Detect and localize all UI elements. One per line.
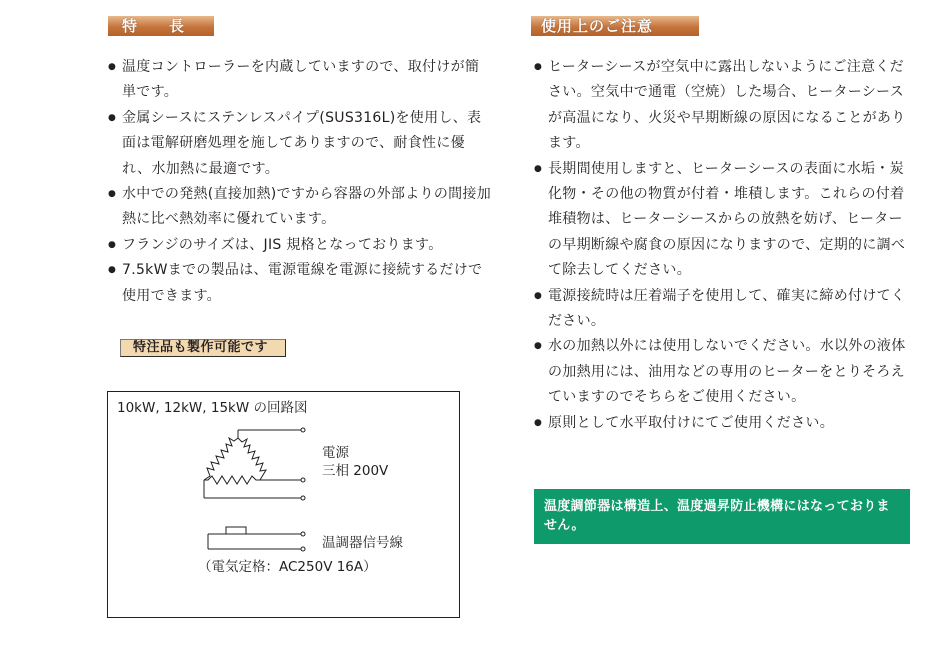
signal-label: 温調器信号線	[322, 535, 403, 551]
resistor-right	[238, 438, 266, 480]
rating-label: （電気定格：AC250V 16A）	[198, 559, 377, 575]
terminal	[301, 532, 305, 536]
caution-item: ● ヒーターシースが空気中に露出しないようにご注意ください。空気中で通電（空焼）した場合、ヒーターシースが高温になり、火災や早期断線の原因になることがあります。	[534, 55, 914, 157]
power-label: 電源	[322, 445, 349, 461]
notice-box: 温度調節器は構造上、温度過昇防止機構にはなっておりません。	[534, 489, 910, 544]
feature-item: ● 水中での発熱(直接加熱)ですから容器の外部よりの間接加熱に比べ熱効率に優れています。	[108, 182, 492, 233]
terminal	[301, 478, 305, 482]
feature-item: ● フランジのサイズは、JIS 規格となっております。	[108, 233, 492, 258]
features-header-char1: 特	[122, 17, 138, 35]
feature-item: ● 金属シースにステンレスパイプ(SUS316L)を使用し、表面は電解研磨処理を施してありますので、耐食性に優れ、水加熱に最適です。	[108, 106, 492, 182]
terminal	[301, 496, 305, 500]
caution-item: ● 電源接続時は圧着端子を使用して、確実に締め付けてください。	[534, 284, 914, 335]
circuit-diagram	[107, 391, 460, 618]
cautions-header: 使用上のご注意	[531, 16, 699, 36]
special-order-label: 特注品も製作可能です	[120, 339, 286, 357]
cautions-list	[534, 55, 914, 436]
power-spec: 三相 200V	[322, 463, 389, 479]
caution-item: ● 原則として水平取付けにてご使用ください。	[534, 411, 914, 436]
features-header	[108, 16, 214, 36]
feature-item: ● 温度コントローラーを内蔵していますので、取付けが簡単です。	[108, 55, 492, 106]
circuit-title: 10kW, 12kW, 15kW の回路図	[117, 400, 308, 416]
features-header-char2: 長	[169, 17, 185, 35]
circuit-schematic	[108, 392, 459, 617]
caution-item: ● 水の加熱以外には使用しないでください。水以外の液体の加熱用には、油用などの専用のヒーターをとりそろえていますのでそちらをご使用ください。	[534, 334, 914, 410]
terminal	[301, 547, 305, 551]
resistor-bottom	[204, 476, 260, 484]
feature-item: ● 7.5kWまでの製品は、電源電線を電源に接続するだけで使用できます。	[108, 258, 492, 309]
caution-item: ● 長期間使用しますと、ヒーターシースの表面に水垢・炭化物・その他の物質が付着・堆積します。これらの付着堆積物は、ヒーターシースからの放熱を妨げ、ヒーターの早期断線や腐食の原因になりますので、定期的に調べて除去してください。	[534, 157, 914, 284]
resistor-left	[204, 438, 238, 480]
features-list	[108, 55, 492, 309]
terminal	[301, 428, 305, 432]
